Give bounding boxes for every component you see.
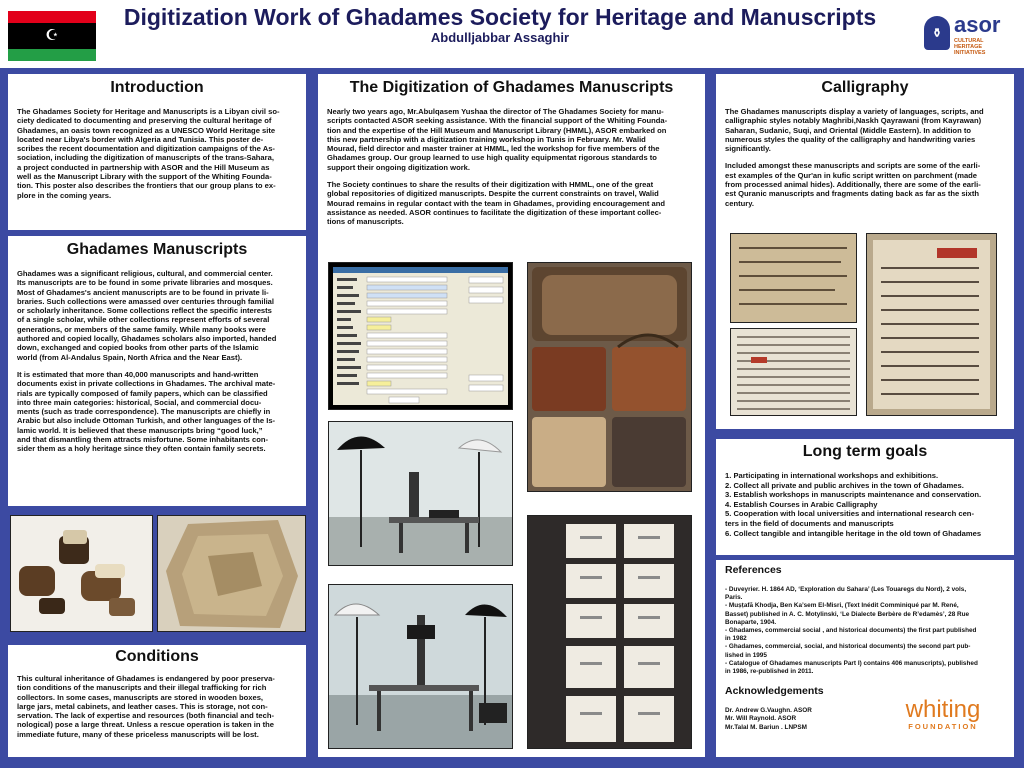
- references-panel: [716, 560, 1014, 757]
- manuscript-page-photo-2: [730, 328, 857, 416]
- asor-emblem-icon: ⚱: [924, 16, 950, 50]
- reference-line: Bonaparte, 1904.: [725, 618, 777, 626]
- goals-list: [725, 471, 1005, 538]
- text-line: est Quranic manuscripts and fragments dating back as far as the sixth: [725, 189, 980, 199]
- goal-item: 5. Cooperation with local universities and international research cen-: [725, 509, 974, 519]
- goals-panel: [716, 439, 1014, 555]
- reference-line: Paris.: [725, 594, 743, 602]
- reference-line: - Catalogue of Ghadames manuscripts Part I) contains 406 manuscripts), published: [725, 659, 978, 667]
- text-line: braries. Such collections were amassed over centuries through familial: [17, 296, 275, 306]
- text-line: century.: [725, 198, 754, 208]
- text-line: tion conditions of the manuscripts and their illegal trafficking for rich: [17, 683, 267, 693]
- text-line: Arabic but also include Ottoman Turkish, and other languages of the Is-: [17, 416, 276, 426]
- libya-flag-icon: ☪: [8, 11, 96, 61]
- whiting-logo: [888, 698, 998, 731]
- text-line: Nearly two years ago, Mr.Abulqasem Yushaa the director of The Ghadames Society for manu-: [327, 107, 664, 116]
- digitization-text-2: [327, 180, 696, 226]
- text-line: The Ghadames Society for Heritage and Manuscripts is a Libyan civil so-: [17, 107, 280, 116]
- conditions-text: [17, 674, 297, 739]
- conditions-heading: Conditions: [115, 648, 199, 665]
- text-line: servation. The lack of expertise and resources (both financial and tech-: [17, 711, 274, 721]
- goal-item: 1. Participating in international workshops and exhibitions.: [725, 471, 939, 480]
- introduction-text: [17, 107, 297, 200]
- manuscripts-panel: [8, 236, 306, 506]
- text-line: This cultural inheritance of Ghadames is endangered by poor preserva-: [17, 674, 275, 683]
- folded-manuscript-photo: [157, 515, 306, 632]
- text-line: ments (such as trade correspondence). The manuscripts are chiefly in: [17, 407, 271, 417]
- text-line: tion. This poster also describes the frontiers that our group plans to ex-: [17, 181, 276, 191]
- manuscript-folders-photo: [527, 515, 692, 749]
- text-line: sider them as a holy heritage since they often contain family secrets.: [17, 444, 266, 454]
- poster-author: Abdulljabbar Assaghir: [430, 30, 570, 45]
- manuscripts-text-2: [17, 370, 297, 454]
- whiting-logo-sub: FOUNDATION: [908, 722, 978, 731]
- acknowledgement-name: Mr.Talal M. Bariun . LNPSM: [725, 723, 807, 731]
- text-line: Mourad, field director and master trainer at HMML, led the workshop for five members of the: [327, 144, 660, 154]
- text-line: well as the Manuscript Library with the support of the Whiting Founda-: [17, 172, 272, 182]
- text-line: Saharan, Sudanic, Suqi, and Oriental (Middle Eastern). In addition to: [725, 125, 971, 135]
- manuscripts-heading: Ghadames Manuscripts: [66, 241, 248, 258]
- software-screenshot: [328, 262, 513, 410]
- asor-logo-name: asor: [954, 12, 1001, 37]
- text-line: It is estimated that more than 40,000 manuscripts and hand-written: [17, 369, 259, 379]
- text-line: global repositories of digitized manuscripts. Despite the current constraints on travel, Walid: [327, 189, 659, 199]
- calligraphy-text-1: [725, 107, 1005, 153]
- reference-line: - Duveyrier. H. 1864 AD, ‘Exploration du Sahara’ (Les Touaregs du Nord), 2 vols,: [725, 586, 967, 593]
- text-line: Included amongst these manuscripts and scripts are some of the earli-: [725, 161, 981, 171]
- text-line: ciety dedicated to documenting and preserving the cultural heritage of: [17, 116, 272, 126]
- digitization-heading: The Digitization of Ghadames Manuscripts: [349, 79, 674, 96]
- asor-logo-sub: CULTURAL HERITAGE INITIATIVES: [954, 38, 986, 56]
- text-line: assistance as needed. ASOR continues to facilitate the digitization of these important collec-: [327, 207, 662, 217]
- text-line: Mourad remains in regular contact with the team in Ghadames, providing encouragement and: [327, 198, 665, 208]
- text-line: collectors. In some cases, manuscripts are stored in wooden boxes,: [17, 692, 264, 702]
- reference-line: - Muṣṭafā Khodja, Ben Ka’sem El-Misri, (Text Inédit Comminiqué par M. René,: [725, 602, 959, 610]
- text-line: lamic world. It is believed that these manuscripts bring “good luck,”: [17, 425, 263, 435]
- text-line: Ghadames, an oasis town recognized as a UNESCO World Heritage site: [17, 125, 276, 135]
- text-line: Ghadames group. Our group learned to use high quality equipmentat rigorous standards to: [327, 153, 657, 163]
- text-line: rials are typically composed of family papers, which can be classified: [17, 388, 268, 398]
- manuscript-page-photo-1: [730, 233, 857, 323]
- text-line: sociation, including the digitization of manuscripts of the trans-Sahara,: [17, 153, 274, 163]
- text-line: scripts contacted ASOR seeking assistance. With the financial support of the Whiting Founda-: [327, 116, 668, 126]
- poster-title: Digitization Work of Ghadames Society for Heritage and Manuscripts: [123, 4, 877, 30]
- camera-setup-photo-1: [328, 421, 513, 566]
- goal-item: 4. Establish Courses in Arabic Calligraphy: [725, 499, 878, 509]
- goal-item: ters in the field of documents and manuscripts: [725, 518, 894, 528]
- text-line: plore in the coming years.: [17, 190, 112, 200]
- text-line: world (from Al-Andalus Spain, North Africa and the Near East).: [17, 352, 243, 362]
- reference-line: in 1982: [725, 635, 747, 643]
- text-line: into three main categories: historical, Social, and commercial docu-: [17, 397, 262, 407]
- text-line: The Ghadames manuscripts display a variety of languages, scripts, and: [725, 107, 984, 116]
- text-line: The Society continues to share the results of their digitization with HMML, one of the great: [327, 180, 654, 190]
- text-line: of a single scholar, while other collections represent efforts of several: [17, 315, 270, 325]
- introduction-panel: [8, 74, 306, 230]
- text-line: scribes the recent documentation and digitization campaigns of the As-: [17, 144, 275, 154]
- text-line: from processed animal hides). Additionally, there are some of the earli-: [725, 180, 981, 190]
- acknowledgement-name: Dr. Andrew G.Vaughn. ASOR: [725, 707, 812, 715]
- introduction-heading: Introduction: [110, 79, 204, 96]
- text-line: calligraphic styles notably Maghribi,Naskh Qayrawani (from Kayrawan): [725, 116, 982, 126]
- wooden-objects-photo: [10, 515, 153, 632]
- text-line: significantly.: [725, 144, 771, 154]
- whiting-logo-word: whiting: [905, 696, 981, 723]
- acknowledgement-name: Mr. Will Raynold. ASOR: [725, 715, 797, 723]
- text-line: nological) pose a large threat. Unless a rescue operation is taken in the: [17, 720, 274, 730]
- conditions-panel: [8, 645, 306, 757]
- text-line: generations, or members of the same family. While many books were: [17, 324, 266, 334]
- acknowledgements-heading: Acknowledgements: [725, 685, 824, 698]
- calligraphy-heading: Calligraphy: [821, 79, 909, 96]
- digitization-text-1: [327, 107, 696, 172]
- reference-line: - Ghadames, commercial, social, and historical documents) the second part pub-: [725, 643, 971, 651]
- reference-line: in 1986, re-published in 2011.: [725, 668, 814, 676]
- text-line: Its manuscripts are to be found in some private libraries and mosques.: [17, 278, 273, 288]
- reference-line: Basset) published in A. C. Motylinski, ‘Le Dialecte Berbère de R’edamès’, 28 Rue: [725, 610, 970, 618]
- poster-header: [0, 0, 1024, 68]
- leather-cases-photo: [527, 262, 692, 492]
- references-heading: References: [725, 564, 782, 576]
- text-line: located near Libya's border with Algeria and Tunisia. This poster de-: [17, 134, 264, 144]
- goals-heading: Long term goals: [802, 443, 928, 460]
- text-line: immediate future, many of these priceless manuscripts will be lost.: [17, 729, 259, 739]
- reference-line: lished in 1995: [725, 651, 767, 659]
- goal-item: 6. Collect tangible and intangible heritage in the old town of Ghadames: [725, 528, 982, 538]
- text-line: this new partnership with a digitization training workshop in Tunis in February. Mr. Walid: [327, 134, 646, 144]
- camera-setup-photo-2: [328, 584, 513, 749]
- manuscript-page-photo-3: [866, 233, 997, 416]
- text-line: documents exist in private collections in Ghadames. The archival mate-: [17, 379, 276, 389]
- text-line: authored and copied locally, Ghadames scholars also imported, handed: [17, 334, 277, 344]
- text-line: down, exchanged and copied books from other parts of the Islamic: [17, 343, 259, 353]
- text-line: est examples of the Qur'an in kufic script written on parchment (made: [725, 170, 978, 180]
- text-line: or scholarly inheritance. Some collections reflect the specific interests: [17, 306, 272, 316]
- reference-line: - Ghadames, commercial social , and historical documents) the first part published: [725, 627, 977, 635]
- text-line: Most of Ghadames's ancient manuscripts are to be found in private li-: [17, 287, 269, 297]
- text-line: a project conducted in partnership with ASOR and the Hill Museum as: [17, 162, 270, 172]
- calligraphy-text-2: [725, 161, 1005, 207]
- asor-logo: [922, 12, 1016, 60]
- text-line: and that dismantling them attracts misfortune. Some inhabitants con-: [17, 435, 269, 445]
- goal-item: 3. Establish workshops in manuscripts maintenance and conservation.: [725, 490, 982, 500]
- text-line: tions of manuscripts.: [327, 217, 404, 227]
- text-line: support their ongoing digitization work.: [327, 162, 471, 172]
- text-line: Ghadames was a significant religious, cultural, and commercial center.: [17, 269, 273, 278]
- text-line: numerous styles the quality of the calligraphy and handwriting varies: [725, 134, 976, 144]
- text-line: large jars, metal cabinets, and leather cases. This is storage, not con-: [17, 701, 268, 711]
- manuscripts-text-1: [17, 269, 297, 362]
- text-line: tion and the expertise of the Hill Museum and Manuscript Library (HMML), ASOR embarked on: [327, 125, 667, 135]
- goal-item: 2. Collect all private and public archives in the town of Ghadames.: [725, 480, 964, 490]
- references-list: [725, 586, 1005, 676]
